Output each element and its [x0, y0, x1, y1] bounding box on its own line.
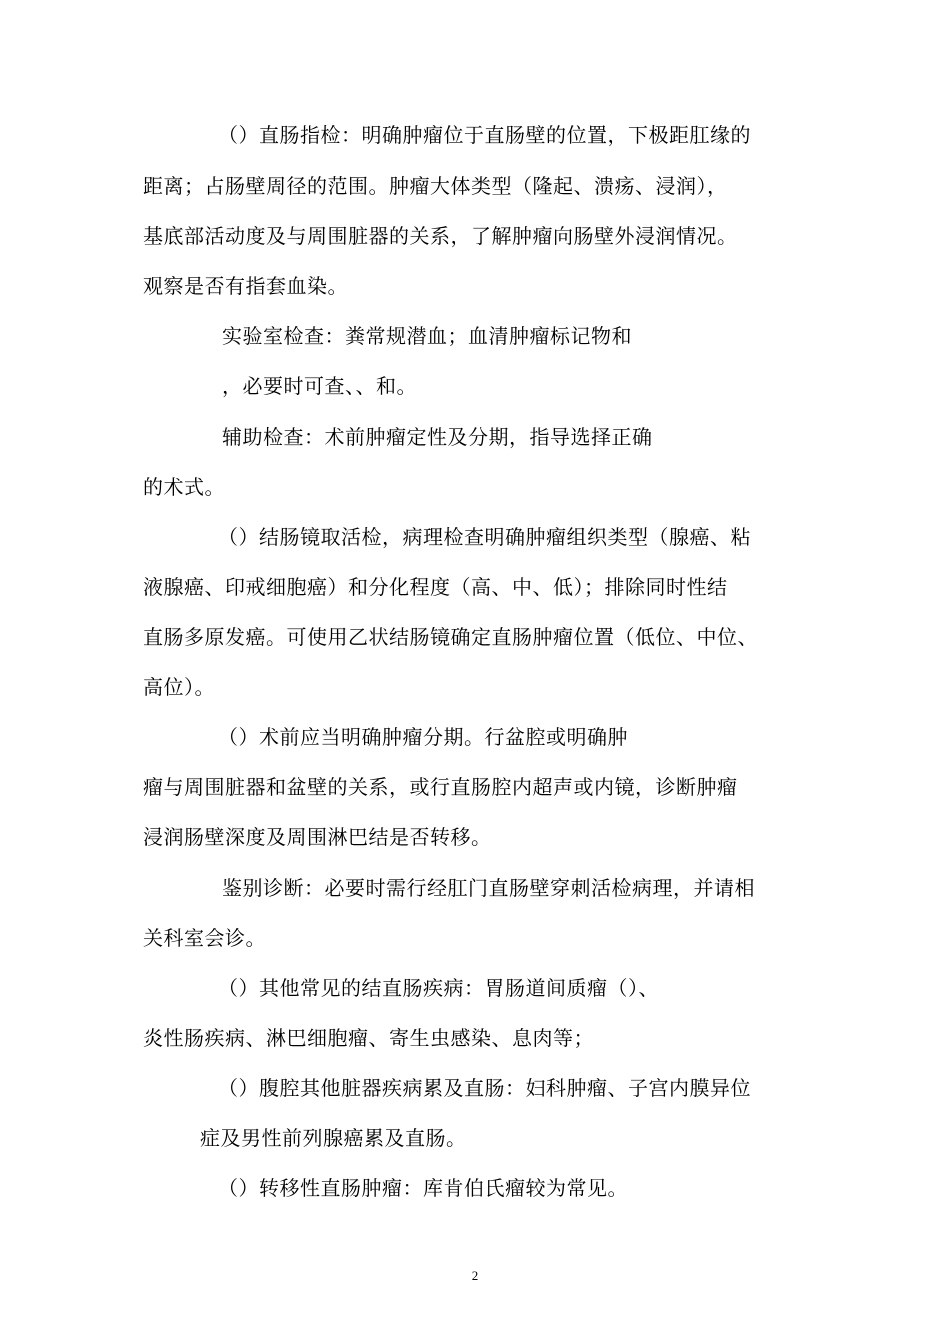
text-line: ，必要时可查、、和。: [222, 374, 417, 398]
text-line: 炎性肠疾病、淋巴细胞瘤、寄生虫感染、息肉等；: [143, 1026, 594, 1050]
text-line: （）术前应当明确肿瘤分期。行盆腔或明确肿: [218, 725, 628, 749]
text-line: 直肠多原发癌。可使用乙状结肠镜确定直肠肿瘤位置（低位、中位、: [143, 625, 758, 649]
text-line: （）转移性直肠肿瘤：库肯伯氏瘤较为常见。: [218, 1176, 628, 1200]
text-line: 距离；占肠壁周径的范围。肿瘤大体类型（隆起、溃疡、浸润），: [143, 174, 728, 198]
text-line: 高位）。: [143, 675, 215, 699]
text-line: （）直肠指检：明确肿瘤位于直肠壁的位置，下极距肛缘的: [218, 123, 751, 147]
text-line: 的术式。: [143, 475, 225, 499]
text-line: 观察是否有指套血染。: [143, 274, 348, 298]
text-line: （）其他常见的结直肠疾病：胃肠道间质瘤（）、: [218, 976, 659, 1000]
text-line: 浸润肠壁深度及周围淋巴结是否转移。: [143, 825, 492, 849]
text-line: 基底部活动度及与周围脏器的关系，了解肿瘤向肠壁外浸润情况。: [143, 224, 738, 248]
text-line: 液腺癌、印戒细胞癌）和分化程度（高、中、低）；排除同时性结: [143, 575, 728, 599]
text-line: 实验室检查：粪常规潜血；血清肿瘤标记物和: [222, 324, 632, 348]
text-line: （）结肠镜取活检，病理检查明确肿瘤组织类型（腺癌、粘: [218, 525, 751, 549]
text-line: 鉴别诊断：必要时需行经肛门直肠壁穿刺活检病理，并请相: [222, 876, 755, 900]
text-line: 辅助检查：术前肿瘤定性及分期，指导选择正确: [222, 425, 653, 449]
text-line: 关科室会诊。: [143, 926, 266, 950]
text-line: 症及男性前列腺癌累及直肠。: [200, 1126, 467, 1150]
text-line: 瘤与周围脏器和盆壁的关系，或行直肠腔内超声或内镜，诊断肿瘤: [143, 775, 738, 799]
page-number: 2: [471, 1268, 479, 1283]
text-line: （）腹腔其他脏器疾病累及直肠：妇科肿瘤、子宫内膜异位: [218, 1076, 751, 1100]
